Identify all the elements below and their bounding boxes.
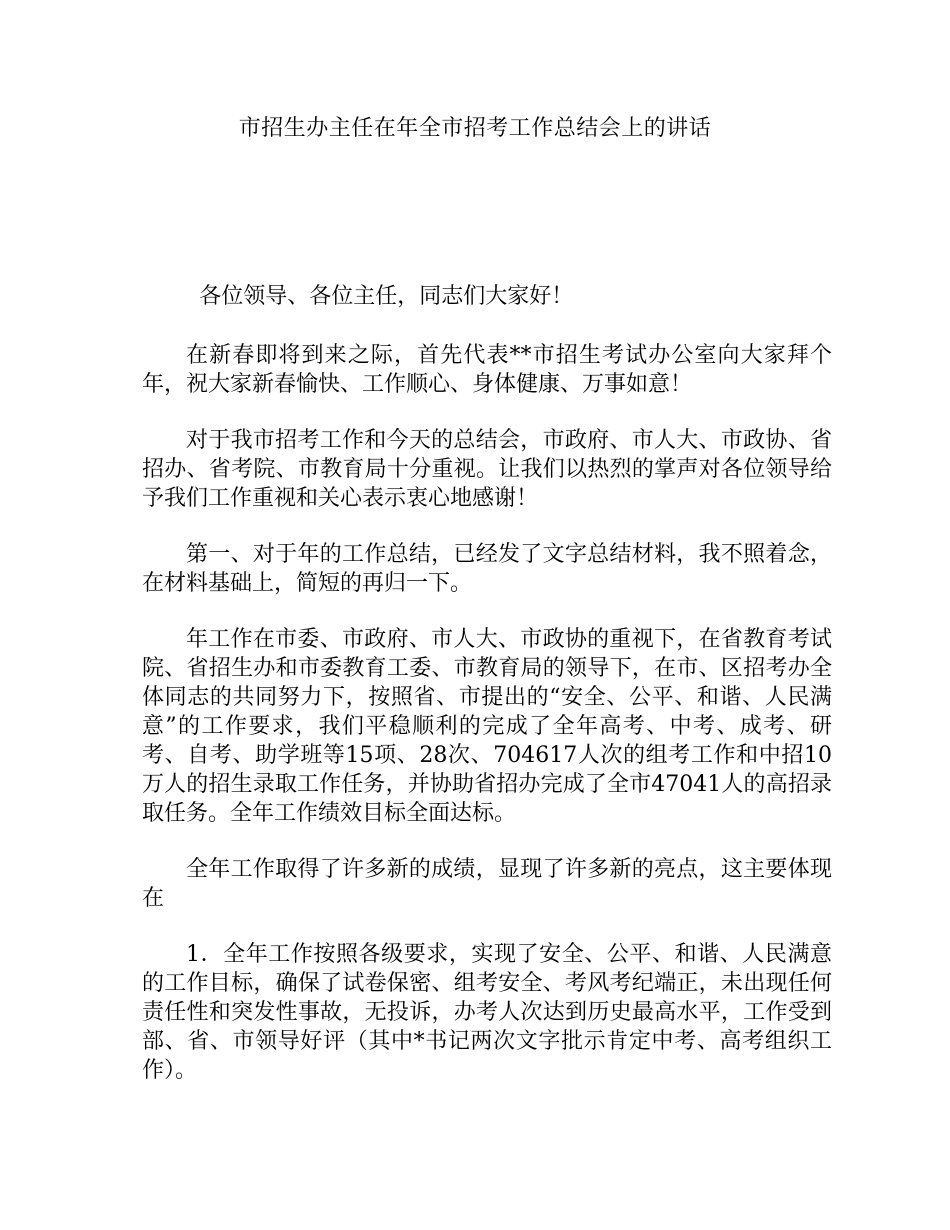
- work-overview-paragraph: 年工作在市委、市政府、市人大、市政协的重视下，在省教育考试院、省招生办和市委教育工委、市教育局的领导下，在市、区招考办全体同志的共同努力下，按照省、市提出的“安全、公平、和谐、人民满意”的工作要求，我们平稳顺利的完成了全年高考、中考、成考、研考、自考、助学班等15项、28次、704617人次的组考工作和中招10万人的招生录取工作任务，并协助省招办完成了全市47041人的高招录取任务。全年工作绩效目标全面达标。: [142, 627, 832, 826]
- salutation-paragraph: 各位领导、各位主任，同志们大家好！: [199, 284, 574, 309]
- document-title: 市招生办主任在年全市招考工作总结会上的讲话: [238, 116, 712, 141]
- highlight-item-1-paragraph: 1．全年工作按照各级要求，实现了安全、公平、和谐、人民满意的工作目标，确保了试卷保密、组考安全、考风考纪端正，未出现任何责任性和突发性事故，无投诉，办考人次达到历史最高水平，工作受到部、省、市领导好评（其中*书记两次文字批示肯定中考、高考组织工作）。: [142, 942, 832, 1083]
- highlights-intro-paragraph: 全年工作取得了许多新的成绩，显现了许多新的亮点，这主要体现在: [142, 857, 832, 911]
- greeting-paragraph: 在新春即将到来之际，首先代表**市招生考试办公室向大家拜个年，祝大家新春愉快、工作顺心、身体健康、万事如意！: [142, 343, 832, 397]
- thanks-paragraph: 对于我市招考工作和今天的总结会，市政府、市人大、市政协、省招办、省考院、市教育局十分重视。让我们以热烈的掌声对各位领导给予我们工作重视和关心表示衷心地感谢！: [142, 428, 832, 511]
- summary-intro-paragraph: 第一、对于年的工作总结，已经发了文字总结材料，我不照着念，在材料基础上，简短的再归一下。: [142, 542, 832, 596]
- document-body: [142, 282, 832, 1112]
